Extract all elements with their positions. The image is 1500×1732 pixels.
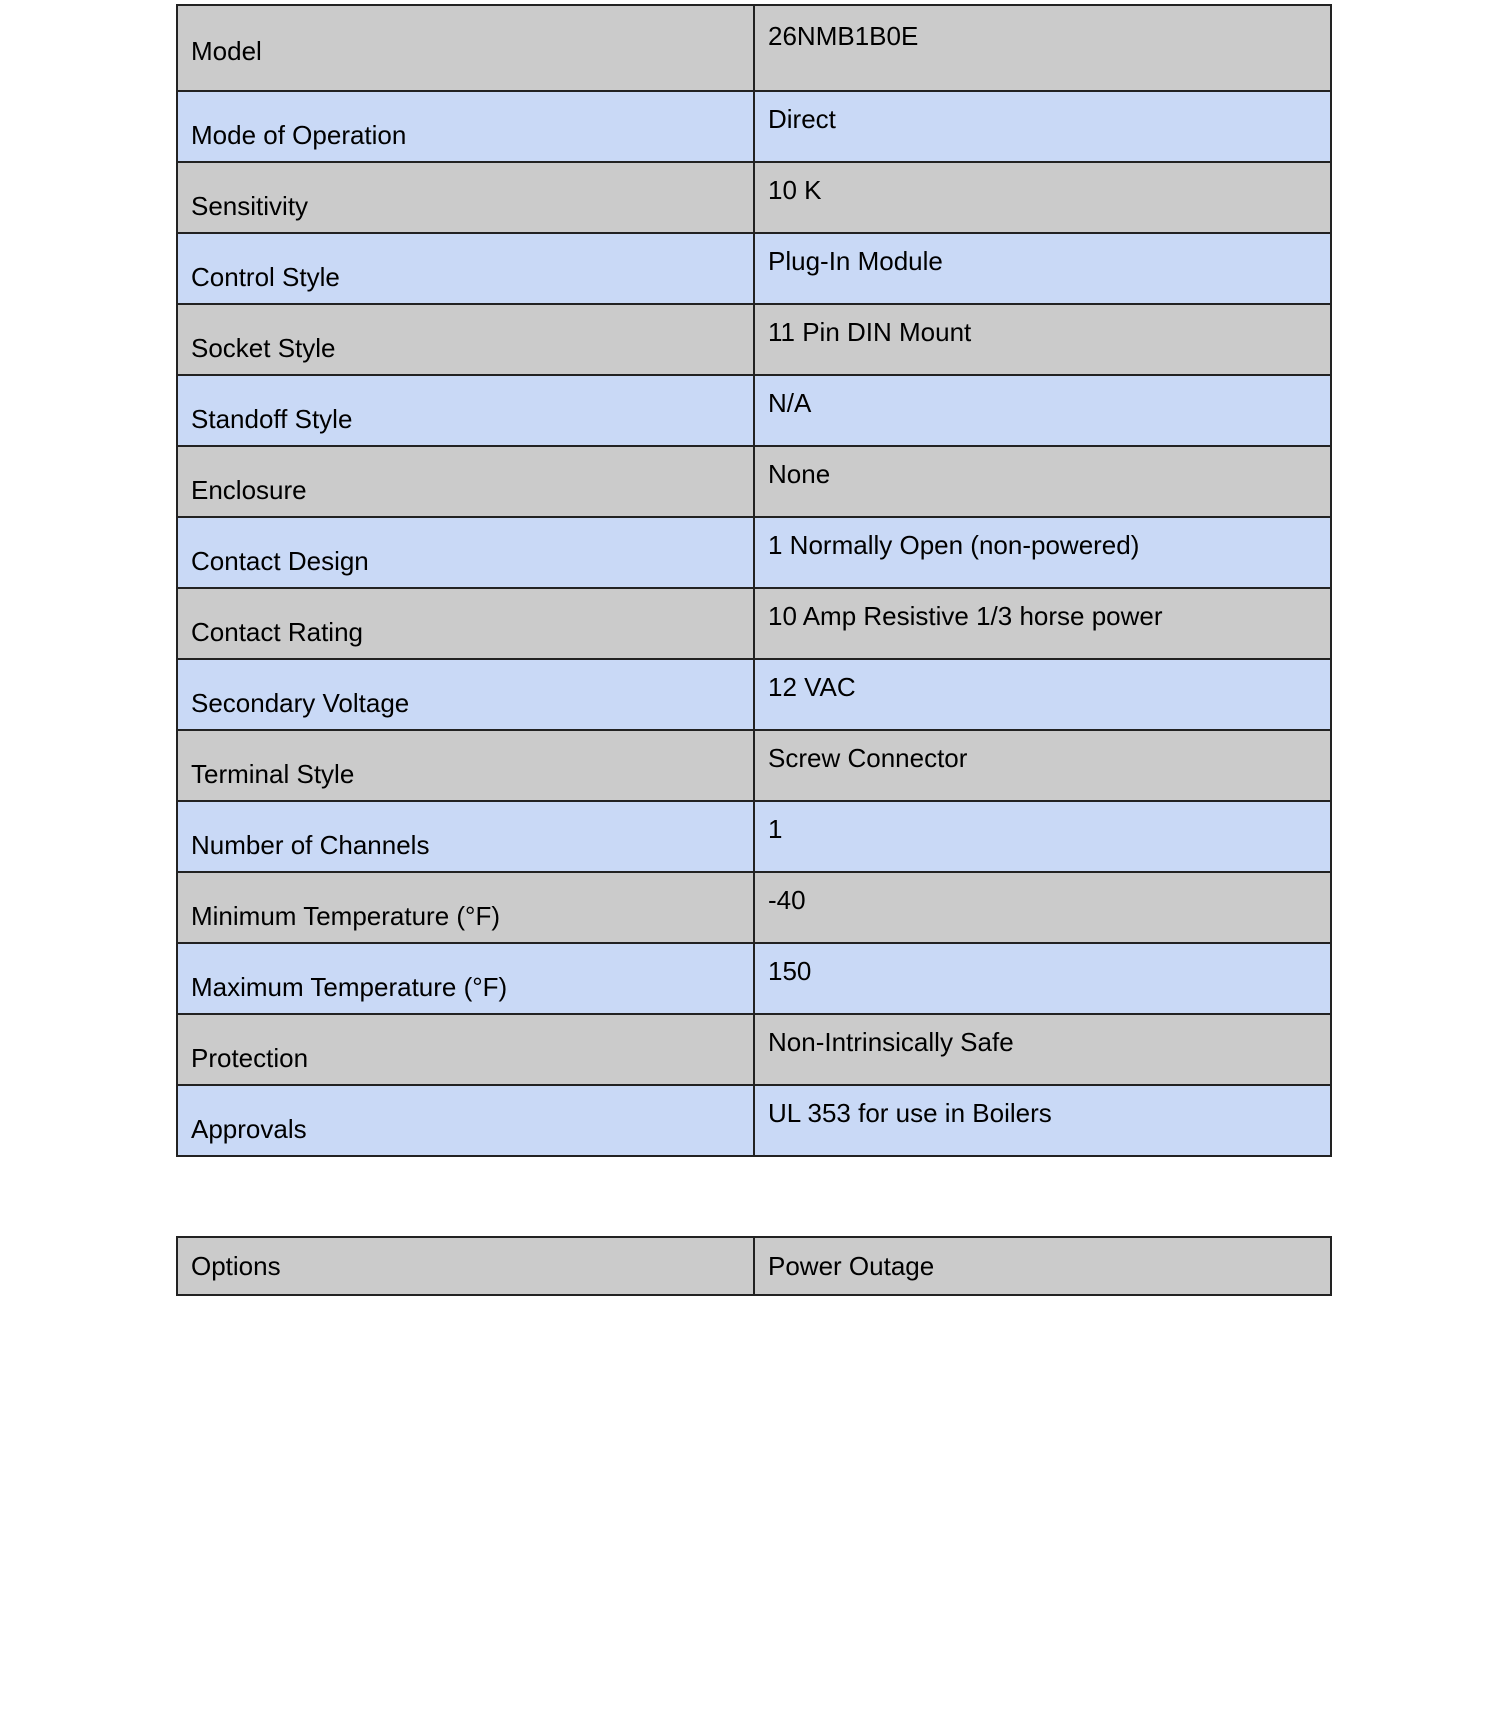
spec-label: Protection: [177, 1014, 754, 1085]
spec-value: Non-Intrinsically Safe: [754, 1014, 1331, 1085]
spec-value: 150: [754, 943, 1331, 1014]
spec-label: Control Style: [177, 233, 754, 304]
spec-row-mode-of-operation: [177, 91, 1331, 162]
spec-label: Number of Channels: [177, 801, 754, 872]
spec-row-protection: [177, 1014, 1331, 1085]
spec-label: Standoff Style: [177, 375, 754, 446]
spec-label: Enclosure: [177, 446, 754, 517]
spec-label: Model: [177, 5, 754, 91]
spec-row-minimum-temperature: [177, 872, 1331, 943]
spec-row-terminal-style: [177, 730, 1331, 801]
spec-value: 26NMB1B0E: [754, 5, 1331, 91]
spec-value: 1 Normally Open (non-powered): [754, 517, 1331, 588]
spec-row-approvals: [177, 1085, 1331, 1156]
spec-label: Sensitivity: [177, 162, 754, 233]
spec-value: UL 353 for use in Boilers: [754, 1085, 1331, 1156]
spec-value: 11 Pin DIN Mount: [754, 304, 1331, 375]
spec-value: None: [754, 446, 1331, 517]
spec-label: Approvals: [177, 1085, 754, 1156]
spec-row-sensitivity: [177, 162, 1331, 233]
specifications-table: [176, 4, 1332, 1157]
spec-value: Direct: [754, 91, 1331, 162]
spec-label: Mode of Operation: [177, 91, 754, 162]
spec-row-control-style: [177, 233, 1331, 304]
options-table: [176, 1236, 1332, 1296]
spec-row-socket-style: [177, 304, 1331, 375]
spec-label: Socket Style: [177, 304, 754, 375]
spec-value: -40: [754, 872, 1331, 943]
spec-label: Terminal Style: [177, 730, 754, 801]
options-value: Power Outage: [754, 1237, 1331, 1295]
spec-row-enclosure: [177, 446, 1331, 517]
spec-value: 10 Amp Resistive 1/3 horse power: [754, 588, 1331, 659]
options-row: [177, 1237, 1331, 1295]
spec-row-maximum-temperature: [177, 943, 1331, 1014]
options-label: Options: [177, 1237, 754, 1295]
spec-value: Plug-In Module: [754, 233, 1331, 304]
spec-value: 1: [754, 801, 1331, 872]
spec-label: Minimum Temperature (°F): [177, 872, 754, 943]
spec-row-model: [177, 5, 1331, 91]
spec-value: Screw Connector: [754, 730, 1331, 801]
spec-row-secondary-voltage: [177, 659, 1331, 730]
spec-row-contact-design: [177, 517, 1331, 588]
spec-row-contact-rating: [177, 588, 1331, 659]
spec-label: Contact Design: [177, 517, 754, 588]
spec-row-number-of-channels: [177, 801, 1331, 872]
spec-value: 10 K: [754, 162, 1331, 233]
spec-row-standoff-style: [177, 375, 1331, 446]
spec-label: Contact Rating: [177, 588, 754, 659]
spec-label: Maximum Temperature (°F): [177, 943, 754, 1014]
spec-value: N/A: [754, 375, 1331, 446]
spec-label: Secondary Voltage: [177, 659, 754, 730]
spec-value: 12 VAC: [754, 659, 1331, 730]
